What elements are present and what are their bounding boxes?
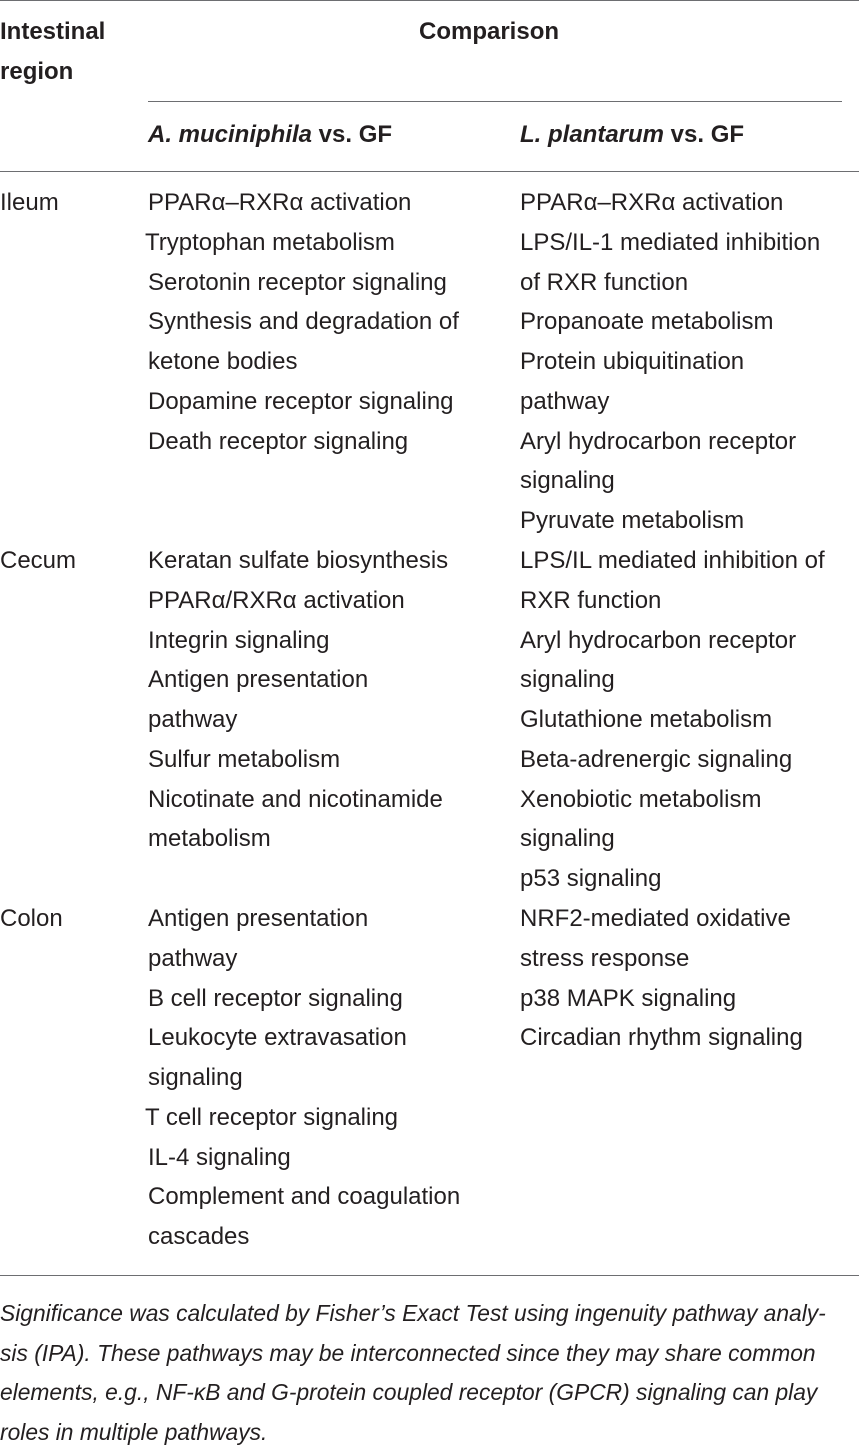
pathway-item: Xenobiotic metabolism bbox=[520, 780, 825, 820]
region-ileum: Ileum bbox=[0, 183, 59, 223]
footnote-line: roles in multiple pathways. bbox=[0, 1413, 859, 1452]
region-cecum: Cecum bbox=[0, 541, 76, 581]
pathway-item: p53 signaling bbox=[520, 859, 825, 899]
pathway-item: Serotonin receptor signaling bbox=[148, 263, 459, 303]
pathway-item: metabolism bbox=[148, 819, 448, 859]
pathway-item: Antigen presentation bbox=[148, 660, 448, 700]
top-rule bbox=[0, 0, 859, 1]
pathway-item: T cell receptor signaling bbox=[145, 1098, 460, 1138]
pathway-item: Death receptor signaling bbox=[148, 422, 459, 462]
pathway-item: PPARα–RXRα activation bbox=[520, 183, 820, 223]
pathway-item: Circadian rhythm signaling bbox=[520, 1018, 803, 1058]
species-name: L. plantarum bbox=[520, 121, 664, 148]
pathway-item: RXR function bbox=[520, 581, 825, 621]
pathway-item: Protein ubiquitination bbox=[520, 342, 820, 382]
pathway-item: LPS/IL-1 mediated inhibition bbox=[520, 223, 820, 263]
pathway-item: pathway bbox=[148, 939, 460, 979]
column-header-l-plantarum bbox=[520, 115, 744, 155]
colon-a-muciniphila-pathways bbox=[148, 899, 460, 1257]
versus-label: vs. GF bbox=[664, 121, 744, 148]
pathway-item: cascades bbox=[148, 1217, 460, 1257]
pathway-item: Leukocyte extravasation bbox=[148, 1018, 460, 1058]
pathway-item: pathway bbox=[520, 382, 820, 422]
pathway-item: Aryl hydrocarbon receptor bbox=[520, 621, 825, 661]
pathway-item: Synthesis and degradation of bbox=[148, 302, 459, 342]
pathway-item: Glutathione metabolism bbox=[520, 700, 825, 740]
comparison-rule bbox=[148, 101, 842, 102]
colon-l-plantarum-pathways bbox=[520, 899, 803, 1058]
region-header-line-2: region bbox=[0, 52, 105, 92]
pathway-item: Nicotinate and nicotinamide bbox=[148, 780, 448, 820]
species-name: A. muciniphila bbox=[148, 121, 312, 148]
versus-label: vs. GF bbox=[312, 121, 392, 148]
pathway-item: p38 MAPK signaling bbox=[520, 979, 803, 1019]
pathway-item: stress response bbox=[520, 939, 803, 979]
pathway-item: Beta-adrenergic signaling bbox=[520, 740, 825, 780]
pathway-item: Aryl hydrocarbon receptor bbox=[520, 422, 820, 462]
region-colon: Colon bbox=[0, 899, 63, 939]
region-header bbox=[0, 12, 105, 92]
pathway-item: signaling bbox=[520, 819, 825, 859]
footnote-line: elements, e.g., NF-κB and G-protein coupled receptor (GPCR) signaling can play bbox=[0, 1373, 859, 1413]
pathway-item: IL-4 signaling bbox=[148, 1138, 460, 1178]
pathway-item: Propanoate metabolism bbox=[520, 302, 820, 342]
pathway-item: B cell receptor signaling bbox=[148, 979, 460, 1019]
pathway-item: signaling bbox=[520, 660, 825, 700]
pathway-item: Complement and coagulation bbox=[148, 1177, 460, 1217]
table-bottom-rule bbox=[0, 1275, 859, 1276]
ileum-a-muciniphila-pathways bbox=[148, 183, 459, 461]
pathway-item: PPARα–RXRα activation bbox=[148, 183, 459, 223]
comparison-header: Comparison bbox=[419, 12, 559, 52]
pathway-item: LPS/IL mediated inhibition of bbox=[520, 541, 825, 581]
table-footnote bbox=[0, 1294, 859, 1452]
pathway-item: of RXR function bbox=[520, 263, 820, 303]
pathway-item: ketone bodies bbox=[148, 342, 459, 382]
pathway-item: Integrin signaling bbox=[148, 621, 448, 661]
footnote-line: sis (IPA). These pathways may be interconnected since they may share common bbox=[0, 1334, 859, 1374]
pathway-item: Tryptophan metabolism bbox=[145, 223, 459, 263]
pathway-item: Dopamine receptor signaling bbox=[148, 382, 459, 422]
pathway-item: Keratan sulfate biosynthesis bbox=[148, 541, 448, 581]
pathway-item: Pyruvate metabolism bbox=[520, 501, 820, 541]
column-header-a-muciniphila bbox=[148, 115, 392, 155]
pathway-item: Antigen presentation bbox=[148, 899, 460, 939]
cecum-l-plantarum-pathways bbox=[520, 541, 825, 899]
pathway-item: signaling bbox=[520, 461, 820, 501]
footnote-line: Significance was calculated by Fisher’s Exact Test using ingenuity pathway analy- bbox=[0, 1294, 859, 1334]
cecum-a-muciniphila-pathways bbox=[148, 541, 448, 859]
pathway-item: PPARα/RXRα activation bbox=[148, 581, 448, 621]
header-bottom-rule bbox=[0, 171, 859, 172]
pathway-item: Sulfur metabolism bbox=[148, 740, 448, 780]
pathway-item: NRF2-mediated oxidative bbox=[520, 899, 803, 939]
pathway-item: signaling bbox=[148, 1058, 460, 1098]
ileum-l-plantarum-pathways bbox=[520, 183, 820, 541]
pathway-item: pathway bbox=[148, 700, 448, 740]
region-header-line-1: Intestinal bbox=[0, 12, 105, 52]
